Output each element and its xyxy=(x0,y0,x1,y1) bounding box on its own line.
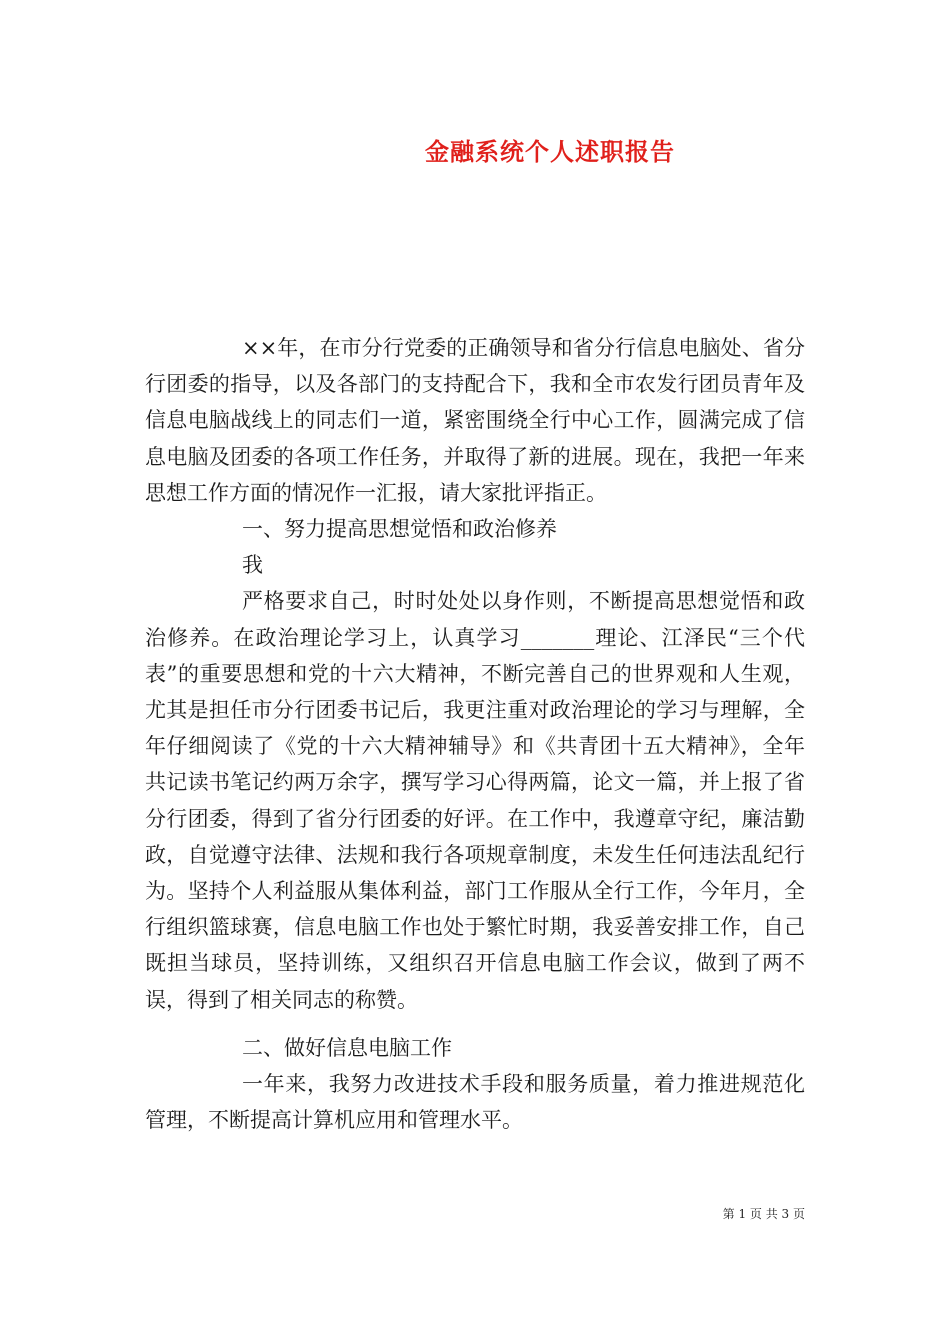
paragraph-intro: ××年，在市分行党委的正确领导和省分行信息电脑处、省分行团委的指导，以及各部门的支持配合下，我和全市农发行团员青年及信息电脑战线上的同志们一道，紧密围绕全行中心工作，圆满完成了信息电脑及团委的各项工作任务，并取得了新的进展。现在，我把一年来思想工作方面的情况作一汇报，请大家批评指正。 xyxy=(145,336,805,505)
document-body xyxy=(145,330,805,1138)
paragraph-fragment: 我 xyxy=(242,553,263,578)
paragraph-section-2: 一年来，我努力改进技术手段和服务质量，着力推进规范化管理，不断提高计算机应用和管理水平。 xyxy=(145,1072,805,1133)
paragraph-section-1: 严格要求自己，时时处处以身作则，不断提高思想觉悟和政治修养。在政治理论学习上，认真学习_______理论、江泽民“三个代表”的重要思想和党的十六大精神，不断完善自己的世界观和人生观，尤其是担任市分行团委书记后，我更注重对政治理论的学习与理解，全年仔细阅读了《党的十六大精神辅导》和《共青团十五大精神》，全年共记读书笔记约两万余字，撰写学习心得两篇，论文一篇，并上报了省分行团委，得到了省分行团委的好评。在工作中，我遵章守纪，廉洁勤政，自觉遵守法律、法规和我行各项规章制度，未发生任何违法乱纪行为。坚持个人利益服从集体利益，部门工作服从全行工作，今年月，全行组织篮球赛，信息电脑工作也处于繁忙时期，我妥善安排工作，自己既担当球员，坚持训练，又组织召开信息电脑工作会议，做到了两不误，得到了相关同志的称赞。 xyxy=(145,589,805,1012)
page-number-footer: 第 1 页 共 3 页 xyxy=(722,1207,805,1221)
section-heading-2: 二、做好信息电脑工作 xyxy=(242,1035,452,1060)
document-title: 金融系统个人述职报告 xyxy=(425,137,675,166)
section-heading-1: 一、努力提高思想觉悟和政治修养 xyxy=(242,517,557,542)
